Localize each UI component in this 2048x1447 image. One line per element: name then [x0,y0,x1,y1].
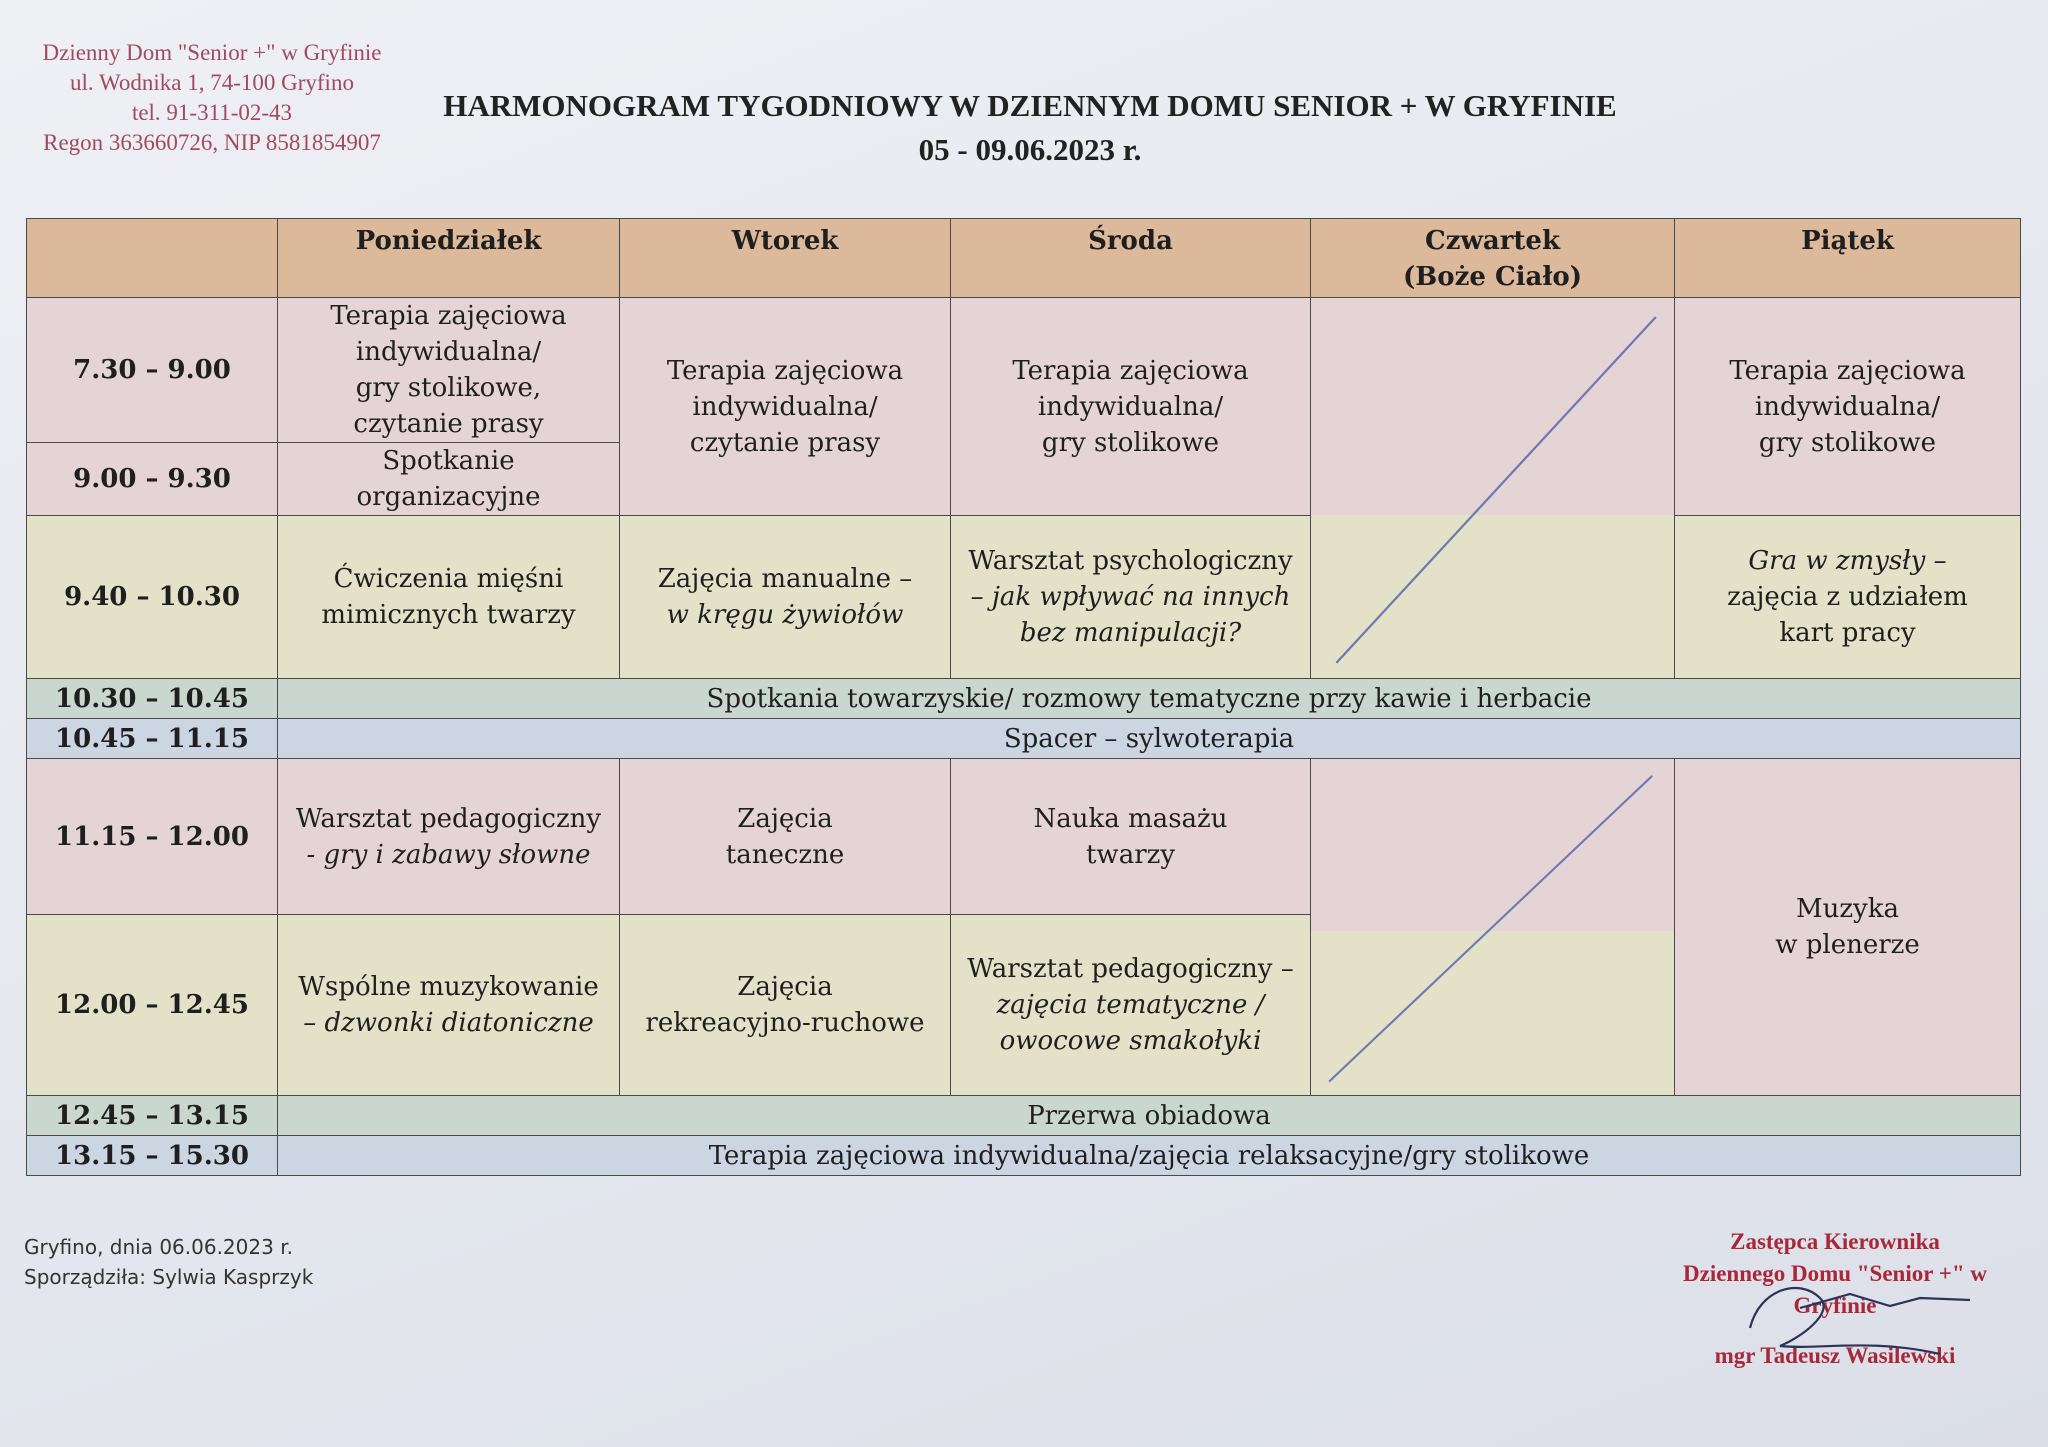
activity-line: Warsztat psychologiczny [968,546,1293,576]
table-row [27,298,2021,443]
activity-line: Terapia zajęciowa [666,355,904,386]
footer-date: Gryfino, dnia 06.06.2023 r. [24,1235,293,1259]
activity-line: indywidualna/ [355,337,542,367]
activity-cell [620,516,951,679]
time-slot: 7.30 – 9.00 [27,298,278,443]
strike-line [1311,759,1674,1095]
table-row [27,679,2021,719]
activity-line: Terapia zajęciowa [330,301,567,331]
activity-cell [620,298,951,516]
activity-line: gry stolikowe, [355,373,542,403]
time-slot: 12.45 – 13.15 [27,1096,278,1136]
signature-org: Dziennego Domu "Senior +" w Gryfinie [1683,1261,1987,1318]
activity-cell [278,443,620,516]
time-slot: 9.40 – 10.30 [27,516,278,679]
activity-cell [278,759,620,915]
activity-line: Muzyka [1795,894,1899,924]
activity-line: twarzy [1085,839,1176,870]
activity-line: Zajęcia [737,803,833,834]
activity-cell [278,915,620,1096]
time-slot: 10.45 – 11.15 [27,719,278,759]
activity-line: Warsztat pedagogiczny [295,803,602,834]
activity-line: gry stolikowe [1041,427,1220,458]
header-row [27,219,2021,298]
activity-line: Zajęcia [737,972,833,1002]
time-slot: 9.00 – 9.30 [27,443,278,516]
activity-line: gry stolikowe [1758,427,1937,458]
table-row [27,1096,2021,1136]
signature-name: mgr Tadeusz Wasilewski [1714,1343,1956,1368]
stamp-line: tel. 91-311-02-43 [131,100,293,125]
header-tuesday: Wtorek [620,219,951,298]
table-row [27,516,2021,679]
title-main: HARMONOGRAM TYGODNIOWY W DZIENNYM DOMU SENIOR + W GRYFINIE [443,88,1617,123]
stamp-line: ul. Wodnika 1, 74-100 Gryfino [70,70,354,95]
activity-line: indywidualna/ [692,391,878,422]
activity-line: Wspólne muzykowanie [298,972,599,1002]
activity-cell [620,915,951,1096]
activity-line: organizacyjne [356,482,541,512]
weekly-schedule-table [26,218,2021,1176]
header-thursday [1311,219,1675,298]
header-monday: Poniedziałek [278,219,620,298]
activity-line: zajęcia z udziałem [1727,582,1968,612]
activity-line: owocowe smakołyki [999,1026,1262,1056]
activity-line: czytanie prasy [353,409,544,439]
activity-cell [951,759,1311,915]
activity-cell-all-days: Terapia zajęciowa indywidualna/zajęcia relaksacyjne/gry stolikowe [278,1136,2021,1176]
handwritten-signature [1740,1268,1980,1358]
footer-prepared-by: Sporządziła: Sylwia Kasprzyk [24,1265,314,1289]
activity-line: – dzwonki diatoniczne [303,1008,594,1038]
activity-line: indywidualna/ [1037,391,1224,422]
activity-line: indywidualna/ [1754,391,1941,422]
activity-line: mimicznych twarzy [321,600,576,630]
footer-info [24,1232,313,1292]
activity-line: – jak wpływać na innych [970,582,1291,612]
activity-cell [1675,298,2021,516]
activity-line: w plenerze [1775,930,1920,960]
table-row [27,1136,2021,1176]
time-slot: 12.00 – 12.45 [27,915,278,1096]
activity-cell-all-days: Spotkania towarzyskie/ rozmowy tematyczne przy kawie i herbacie [278,679,2021,719]
activity-cell [951,915,1311,1096]
thursday-label: Czwartek [1425,226,1560,256]
time-slot: 13.15 – 15.30 [27,1136,278,1176]
activity-line: w kręgu żywiołów [666,600,904,630]
activity-line: zajęcia tematyczne / [996,990,1265,1020]
header-friday: Piątek [1675,219,2021,298]
activity-cell [951,516,1311,679]
stamp-line: Dzienny Dom "Senior +" w Gryfinie [42,40,382,65]
table-row [27,759,2021,915]
institution-stamp [22,38,402,158]
activity-line: Zajęcia manualne – [657,564,913,594]
activity-line: kart pracy [1779,618,1916,648]
title-dates: 05 - 09.06.2023 r. [918,132,1142,167]
signature-title: Zastępca Kierownika [1730,1229,1940,1254]
activity-line: czytanie prasy [689,427,881,458]
activity-line: Ćwiczenia mięśni [333,564,564,594]
activity-cell [1675,759,2021,1096]
strike-line [1311,298,1674,678]
activity-cell-all-days: Spacer – sylwoterapia [278,719,2021,759]
header-wednesday: Środa [951,219,1311,298]
activity-cell [1675,516,2021,679]
header-empty [27,219,278,298]
stamp-line: Regon 363660726, NIP 8581854907 [43,130,381,155]
time-slot: 10.30 – 10.45 [27,679,278,719]
activity-line: - gry i zabawy słowne [306,839,591,870]
activity-line: rekreacyjno-ruchowe [645,1008,925,1038]
cancelled-cell-holiday [1311,298,1675,679]
activity-cell [620,759,951,915]
activity-line: bez manipulacji? [1019,618,1242,648]
cancelled-cell-holiday [1311,759,1675,1096]
activity-line: Spotkanie [382,446,515,476]
table-row [27,719,2021,759]
activity-line: Terapia zajęciowa [1012,355,1249,386]
activity-cell [278,298,620,443]
activity-cell [278,516,620,679]
activity-line: Nauka masażu [1033,803,1228,834]
thursday-holiday-note: (Boże Ciało) [1402,262,1583,292]
activity-line: Warsztat pedagogiczny – [967,954,1294,984]
time-slot: 11.15 – 12.00 [27,759,278,915]
activity-line: Terapia zajęciowa [1729,355,1966,386]
activity-cell-all-days: Przerwa obiadowa [278,1096,2021,1136]
document-title [360,84,1700,172]
activity-line: Gra w zmysły – [1748,546,1947,576]
activity-cell [951,298,1311,516]
activity-line: taneczne [725,839,845,870]
